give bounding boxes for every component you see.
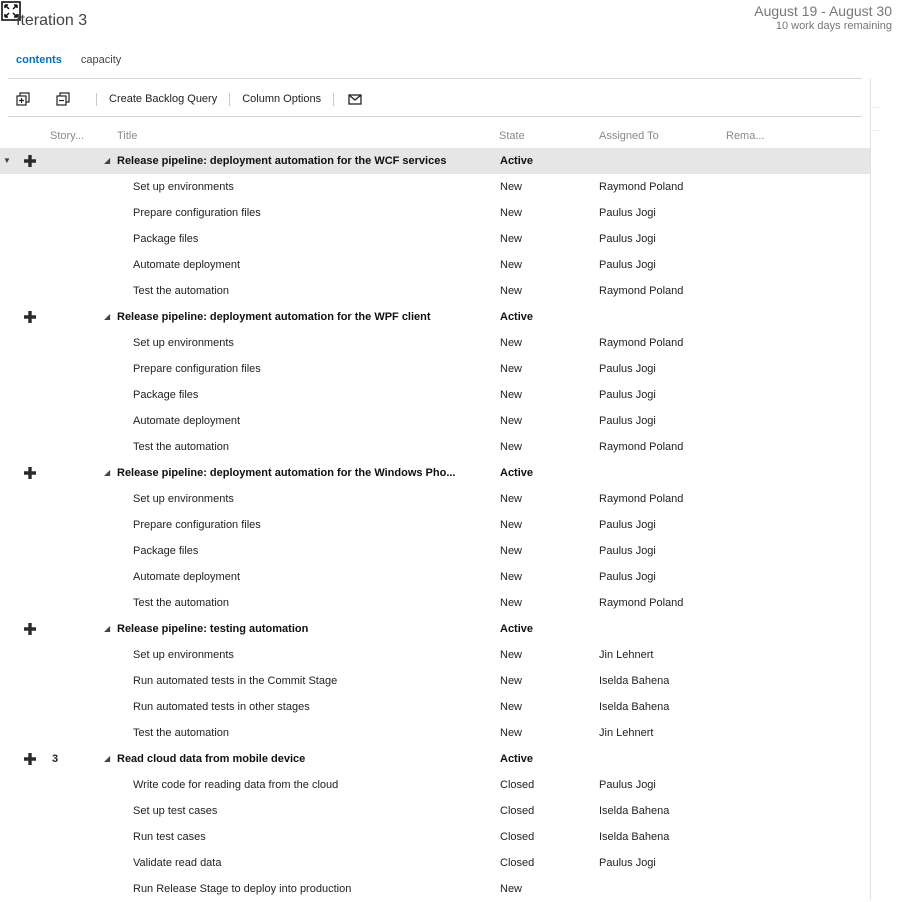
work-item-assigned-to: Raymond Poland bbox=[599, 441, 684, 453]
add-task-icon[interactable] bbox=[23, 622, 37, 636]
work-item-state: New bbox=[500, 363, 523, 375]
work-item-title[interactable]: Release pipeline: deployment automation for the WCF services bbox=[117, 155, 447, 167]
work-item-assigned-to: Iselda Bahena bbox=[599, 831, 670, 843]
work-item-state: New bbox=[500, 727, 523, 739]
work-item-state: New bbox=[500, 285, 523, 297]
work-item-title[interactable]: Release pipeline: deployment automation for the Windows Pho... bbox=[117, 467, 456, 479]
backlog-item-row[interactable] bbox=[0, 148, 870, 174]
work-item-state: New bbox=[500, 883, 523, 895]
work-item-title[interactable]: Automate deployment bbox=[133, 415, 241, 427]
toolbar-separator bbox=[333, 93, 334, 106]
work-item-state: New bbox=[500, 597, 523, 609]
tab-capacity[interactable]: capacity bbox=[80, 54, 122, 66]
work-item-assigned-to: Paulus Jogi bbox=[599, 233, 656, 245]
column-header-remaining[interactable]: Rema... bbox=[726, 130, 765, 142]
work-item-state: Closed bbox=[500, 857, 535, 869]
divider bbox=[872, 107, 880, 108]
work-item-assigned-to: Paulus Jogi bbox=[599, 259, 656, 271]
work-item-state: New bbox=[500, 545, 523, 557]
backlog-item-row[interactable] bbox=[0, 746, 870, 772]
work-item-assigned-to: Paulus Jogi bbox=[599, 571, 656, 583]
task-row[interactable] bbox=[0, 434, 870, 460]
work-item-assigned-to: Jin Lehnert bbox=[599, 649, 654, 661]
work-item-state: Active bbox=[500, 623, 534, 635]
divider bbox=[872, 130, 880, 131]
work-item-assigned-to: Iselda Bahena bbox=[599, 675, 670, 687]
work-item-assigned-to: Paulus Jogi bbox=[599, 363, 656, 375]
work-item-state: New bbox=[500, 415, 523, 427]
iteration-tabs bbox=[16, 54, 137, 66]
work-item-assigned-to: Raymond Poland bbox=[599, 285, 684, 297]
task-row[interactable] bbox=[0, 824, 870, 850]
work-item-state: Active bbox=[500, 467, 534, 479]
work-item-title[interactable]: Automate deployment bbox=[133, 571, 241, 583]
task-row[interactable] bbox=[0, 564, 870, 590]
expand-row-icon[interactable]: ◢ bbox=[104, 624, 111, 633]
work-item-state: New bbox=[500, 675, 523, 687]
column-header-story[interactable]: Story... bbox=[50, 130, 85, 142]
task-row[interactable] bbox=[0, 382, 870, 408]
task-row[interactable] bbox=[0, 590, 870, 616]
work-item-title[interactable]: Set up environments bbox=[133, 181, 234, 193]
task-row[interactable] bbox=[0, 720, 870, 746]
task-row[interactable] bbox=[0, 694, 870, 720]
work-item-title[interactable]: Prepare configuration files bbox=[133, 519, 261, 531]
work-item-title[interactable]: Prepare configuration files bbox=[133, 363, 261, 375]
work-item-title[interactable]: Package files bbox=[133, 233, 199, 245]
backlog-item-row[interactable] bbox=[0, 304, 870, 330]
work-item-assigned-to: Jin Lehnert bbox=[599, 727, 654, 739]
add-task-icon[interactable] bbox=[23, 310, 37, 324]
work-item-title[interactable]: Run automated tests in the Commit Stage bbox=[133, 675, 338, 687]
work-item-title[interactable]: Test the automation bbox=[133, 441, 230, 453]
column-header-title[interactable]: Title bbox=[117, 130, 138, 142]
work-item-state: New bbox=[500, 519, 523, 531]
work-item-title[interactable]: Package files bbox=[133, 545, 199, 557]
work-item-state: New bbox=[500, 233, 523, 245]
column-header-state[interactable]: State bbox=[499, 130, 525, 142]
work-item-state: New bbox=[500, 207, 523, 219]
expand-all-icon[interactable] bbox=[14, 90, 32, 108]
divider bbox=[8, 78, 862, 79]
work-item-assigned-to: Iselda Bahena bbox=[599, 805, 670, 817]
task-row[interactable] bbox=[0, 876, 870, 902]
page-title: Iteration 3 bbox=[16, 12, 88, 29]
work-item-assigned-to: Paulus Jogi bbox=[599, 415, 656, 427]
work-item-assigned-to: Paulus Jogi bbox=[599, 389, 656, 401]
divider bbox=[8, 116, 862, 117]
task-row[interactable] bbox=[0, 486, 870, 512]
task-row[interactable] bbox=[0, 772, 870, 798]
envelope-icon[interactable] bbox=[346, 90, 364, 108]
work-item-state: New bbox=[500, 441, 523, 453]
backlog-item-row[interactable] bbox=[0, 460, 870, 486]
task-row[interactable] bbox=[0, 512, 870, 538]
column-header-assigned[interactable]: Assigned To bbox=[599, 130, 659, 142]
work-item-state: New bbox=[500, 181, 523, 193]
toolbar-separator bbox=[229, 93, 230, 106]
work-item-state: Closed bbox=[500, 805, 535, 817]
backlog-grid bbox=[0, 148, 870, 902]
expand-row-icon[interactable]: ◢ bbox=[104, 156, 111, 165]
work-item-state: New bbox=[500, 389, 523, 401]
work-item-title[interactable]: Set up test cases bbox=[133, 805, 218, 817]
work-item-title[interactable]: Package files bbox=[133, 389, 199, 401]
work-item-assigned-to: Paulus Jogi bbox=[599, 519, 656, 531]
work-item-assigned-to: Paulus Jogi bbox=[599, 207, 656, 219]
work-item-assigned-to: Paulus Jogi bbox=[599, 545, 656, 557]
column-options-button[interactable]: Column Options bbox=[242, 93, 322, 105]
work-item-title[interactable]: Test the automation bbox=[133, 285, 230, 297]
task-row[interactable] bbox=[0, 668, 870, 694]
work-item-assigned-to: Paulus Jogi bbox=[599, 857, 656, 869]
expand-row-icon[interactable]: ◢ bbox=[104, 312, 111, 321]
work-item-assigned-to: Raymond Poland bbox=[599, 597, 684, 609]
task-row[interactable] bbox=[0, 330, 870, 356]
add-task-icon[interactable] bbox=[23, 154, 37, 168]
iteration-dates bbox=[754, 3, 892, 32]
work-item-state: Closed bbox=[500, 779, 535, 791]
task-row[interactable] bbox=[0, 252, 870, 278]
work-item-title[interactable]: Validate read data bbox=[133, 857, 222, 869]
row-collapse-icon[interactable]: ▼ bbox=[3, 156, 11, 165]
work-item-title[interactable]: Run Release Stage to deploy into production bbox=[133, 883, 352, 895]
work-item-assigned-to: Iselda Bahena bbox=[599, 701, 670, 713]
work-item-assigned-to: Raymond Poland bbox=[599, 181, 684, 193]
task-row[interactable] bbox=[0, 798, 870, 824]
toolbar bbox=[14, 88, 386, 110]
task-row[interactable] bbox=[0, 174, 870, 200]
work-item-title[interactable]: Test the automation bbox=[133, 727, 230, 739]
create-backlog-query-button[interactable]: Create Backlog Query bbox=[109, 93, 218, 105]
work-item-title[interactable]: Release pipeline: deployment automation for the WPF client bbox=[117, 311, 431, 323]
add-task-icon[interactable] bbox=[23, 466, 37, 480]
task-row[interactable] bbox=[0, 200, 870, 226]
work-item-state: New bbox=[500, 649, 523, 661]
work-item-assigned-to: Raymond Poland bbox=[599, 337, 684, 349]
work-item-state: New bbox=[500, 337, 523, 349]
work-item-title[interactable]: Set up environments bbox=[133, 493, 234, 505]
divider bbox=[870, 78, 871, 900]
work-item-title[interactable]: Release pipeline: testing automation bbox=[117, 623, 309, 635]
work-item-state: Closed bbox=[500, 831, 535, 843]
work-item-title[interactable]: Write code for reading data from the cloud bbox=[133, 779, 339, 791]
work-item-state: New bbox=[500, 259, 523, 271]
collapse-all-icon[interactable] bbox=[54, 90, 72, 108]
work-item-title[interactable]: Run test cases bbox=[133, 831, 206, 843]
work-item-title[interactable]: Run automated tests in other stages bbox=[133, 701, 310, 713]
work-item-state: Active bbox=[500, 753, 534, 765]
work-item-title[interactable]: Set up environments bbox=[133, 337, 234, 349]
work-item-assigned-to: Raymond Poland bbox=[599, 493, 684, 505]
task-row[interactable] bbox=[0, 408, 870, 434]
task-row[interactable] bbox=[0, 226, 870, 252]
work-item-state: Active bbox=[500, 311, 534, 323]
work-item-title[interactable]: Automate deployment bbox=[133, 259, 241, 271]
work-item-state: Active bbox=[500, 155, 534, 167]
expand-row-icon[interactable]: ◢ bbox=[104, 754, 111, 763]
task-row[interactable] bbox=[0, 356, 870, 382]
work-days-remaining: 10 work days remaining bbox=[775, 20, 892, 32]
date-range: August 19 - August 30 bbox=[754, 3, 892, 19]
work-item-state: New bbox=[500, 701, 523, 713]
toolbar-separator bbox=[96, 93, 97, 106]
work-item-title[interactable]: Read cloud data from mobile device bbox=[117, 753, 306, 765]
work-item-state: New bbox=[500, 493, 523, 505]
task-row[interactable] bbox=[0, 538, 870, 564]
task-row[interactable] bbox=[0, 850, 870, 876]
work-item-title[interactable]: Prepare configuration files bbox=[133, 207, 261, 219]
add-task-icon[interactable] bbox=[23, 752, 37, 766]
work-item-title[interactable]: Test the automation bbox=[133, 597, 230, 609]
tab-contents[interactable]: contents bbox=[16, 54, 62, 66]
task-row[interactable] bbox=[0, 278, 870, 304]
task-row[interactable] bbox=[0, 642, 870, 668]
work-item-assigned-to: Paulus Jogi bbox=[599, 779, 656, 791]
backlog-item-row[interactable] bbox=[0, 616, 870, 642]
work-item-state: New bbox=[500, 571, 523, 583]
story-points: 3 bbox=[52, 753, 59, 765]
work-item-title[interactable]: Set up environments bbox=[133, 649, 234, 661]
expand-row-icon[interactable]: ◢ bbox=[104, 468, 111, 477]
